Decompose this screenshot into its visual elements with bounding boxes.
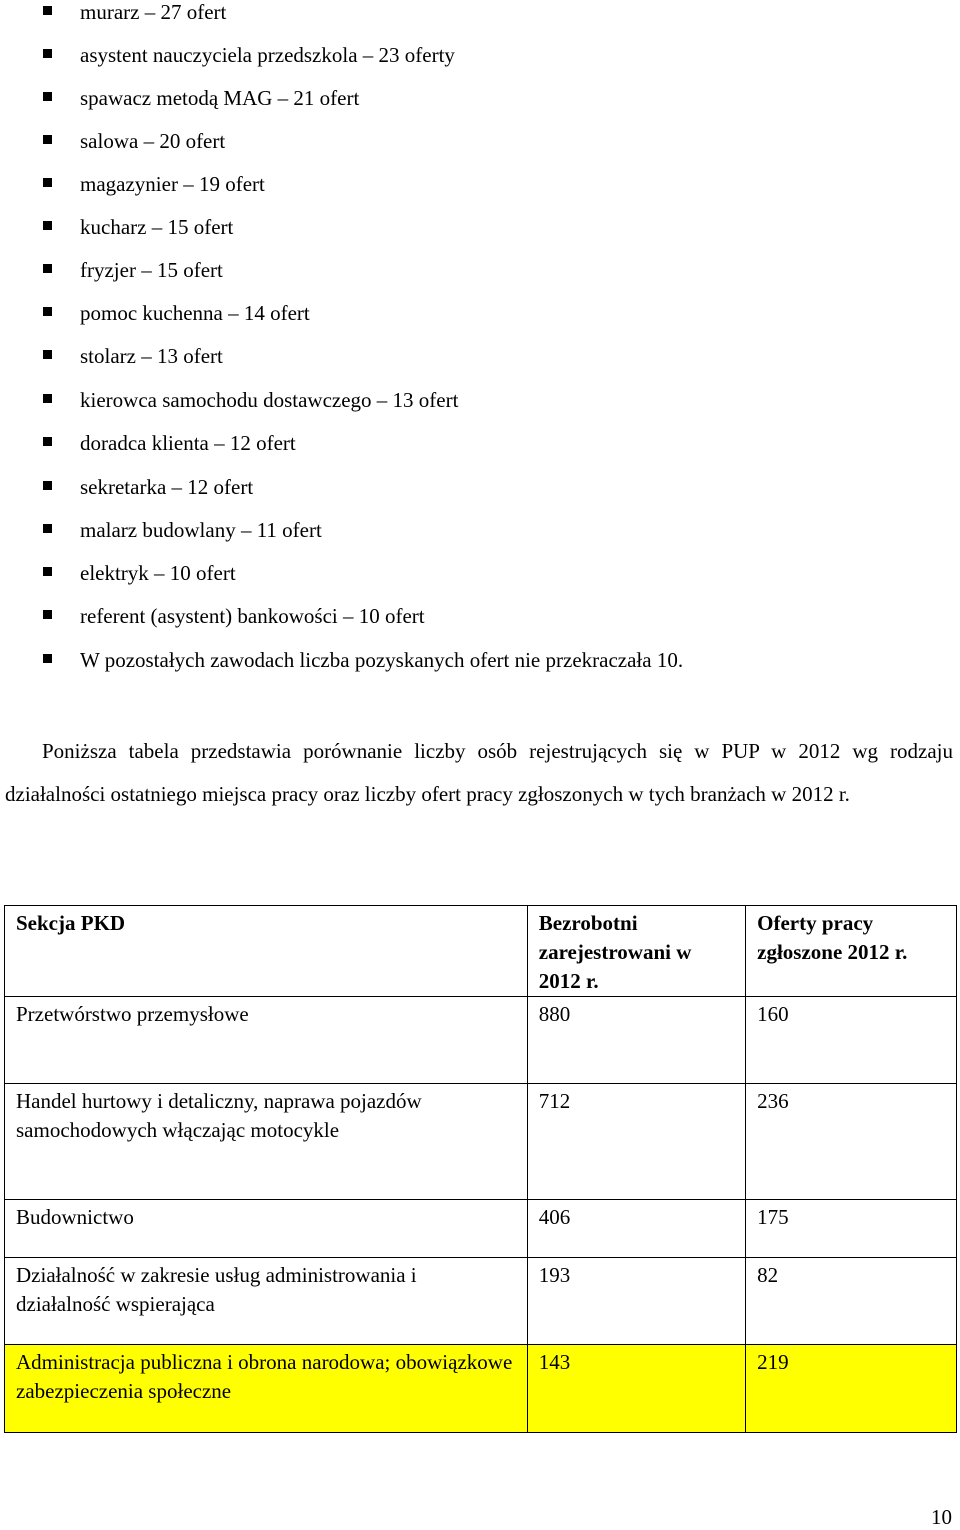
table-row: [5, 997, 957, 1084]
cell-section: Działalność w zakresie usług administrowania i działalność wspierająca: [5, 1258, 528, 1345]
cell-unemployed: 712: [527, 1084, 745, 1200]
square-bullet-icon: [43, 437, 52, 446]
header-unemployed: Bezrobotni zarejestrowani w 2012 r.: [527, 906, 745, 997]
cell-section: Budownictwo: [5, 1200, 528, 1258]
cell-offers: 82: [746, 1258, 957, 1345]
cell-offers: 219: [746, 1345, 957, 1433]
cell-unemployed: 143: [527, 1345, 745, 1433]
square-bullet-icon: [43, 394, 52, 403]
table-row: [5, 1258, 957, 1345]
square-bullet-icon: [43, 481, 52, 490]
square-bullet-icon: [43, 264, 52, 273]
square-bullet-icon: [43, 221, 52, 230]
table-header-row: [5, 906, 957, 997]
intro-paragraph: Poniższa tabela przedstawia porównanie liczby osób rejestrujących się w PUP w 2012 wg rodzaju działalności ostatniego miejsca pracy oraz liczby ofert pracy zgłoszonych w tych branżach w 2012 r.: [5, 739, 953, 806]
cell-unemployed: 193: [527, 1258, 745, 1345]
square-bullet-icon: [43, 307, 52, 316]
table-row: [5, 1084, 957, 1200]
square-bullet-icon: [43, 350, 52, 359]
header-section: Sekcja PKD: [5, 906, 528, 997]
cell-offers: 236: [746, 1084, 957, 1200]
table-row: [5, 1200, 957, 1258]
page-number: 10: [931, 1505, 952, 1529]
square-bullet-icon: [43, 654, 52, 663]
cell-offers: 160: [746, 997, 957, 1084]
square-bullet-icon: [43, 567, 52, 576]
square-bullet-icon: [43, 524, 52, 533]
square-bullet-icon: [43, 49, 52, 58]
cell-section: Administracja publiczna i obrona narodowa; obowiązkowe zabezpieczenia społeczne: [5, 1345, 528, 1433]
table-row-highlighted: [5, 1345, 957, 1433]
square-bullet-icon: [43, 610, 52, 619]
header-offers: Oferty pracy zgłoszone 2012 r.: [746, 906, 957, 997]
square-bullet-icon: [43, 92, 52, 101]
square-bullet-icon: [43, 135, 52, 144]
pkd-comparison-table: [4, 905, 957, 1433]
cell-unemployed: 406: [527, 1200, 745, 1258]
cell-section: Handel hurtowy i detaliczny, naprawa pojazdów samochodowych włączając motocykle: [5, 1084, 528, 1200]
square-bullet-icon: [43, 6, 52, 15]
cell-offers: 175: [746, 1200, 957, 1258]
square-bullet-icon: [43, 178, 52, 187]
cell-unemployed: 880: [527, 997, 745, 1084]
cell-section: Przetwórstwo przemysłowe: [5, 997, 528, 1084]
